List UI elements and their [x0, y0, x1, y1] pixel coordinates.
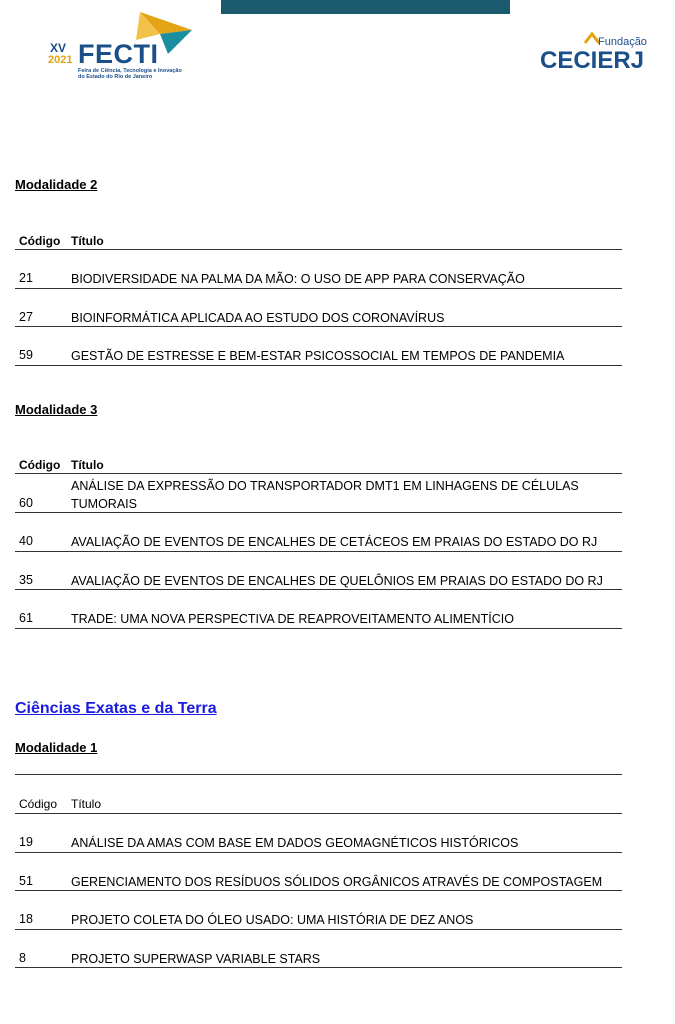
row-code: 27 [19, 310, 33, 324]
row-title: ANÁLISE DA EXPRESSÃO DO TRANSPORTADOR DMT1 EM LINHAGENS DE CÉLULAS TUMORAIS [71, 479, 579, 511]
header-bar [221, 0, 510, 14]
row-code: 51 [19, 874, 33, 888]
divider [15, 813, 622, 814]
divider [15, 774, 622, 775]
divider [15, 473, 622, 474]
row-title: GERENCIAMENTO DOS RESÍDUOS SÓLIDOS ORGÂNICOS ATRAVÉS DE COMPOSTAGEM [71, 875, 603, 889]
cecierj-name: CECIERJ [540, 47, 645, 74]
divider [15, 365, 622, 366]
divider [15, 249, 622, 250]
divider [15, 512, 622, 513]
row-code: 8 [19, 951, 26, 965]
fecti-edition: XV [50, 41, 67, 55]
fecti-name: FECTI [78, 39, 159, 69]
area-title-link[interactable]: Ciências Exatas e da Terra [15, 700, 217, 717]
fecti-subtitle [78, 68, 182, 81]
row-code: 61 [19, 611, 33, 625]
fecti-year: 2021 [48, 54, 73, 66]
divider [15, 967, 622, 968]
row-code: 21 [19, 271, 33, 285]
row-title: AVALIAÇÃO DE EVENTOS DE ENCALHES DE CETÁCEOS EM PRAIAS DO ESTADO DO RJ [71, 535, 598, 549]
fecti-logo [46, 8, 196, 88]
cecierj-logo [540, 30, 650, 80]
row-code: 60 [19, 496, 33, 510]
divider [15, 551, 622, 552]
row-title: BIODIVERSIDADE NA PALMA DA MÃO: O USO DE APP PARA CONSERVAÇÃO [71, 272, 525, 286]
row-code: 35 [19, 573, 33, 587]
row-title: PROJETO COLETA DO ÓLEO USADO: UMA HISTÓRIA DE DEZ ANOS [71, 913, 474, 927]
divider [15, 929, 622, 930]
section-heading: Modalidade 2 [15, 177, 98, 192]
row-title: TRADE: UMA NOVA PERSPECTIVA DE REAPROVEITAMENTO ALIMENTÍCIO [71, 612, 514, 626]
column-header-code: Código [19, 458, 61, 472]
row-title: PROJETO SUPERWASP VARIABLE STARS [71, 952, 321, 966]
fecti-subtitle-line2: do Estado do Rio de Janeiro [78, 74, 153, 81]
column-header-title: Título [71, 797, 102, 811]
divider [15, 288, 622, 289]
row-title: AVALIAÇÃO DE EVENTOS DE ENCALHES DE QUELÔNIOS EM PRAIAS DO ESTADO DO RJ [71, 574, 603, 588]
section-heading: Modalidade 1 [15, 740, 98, 755]
row-code: 19 [19, 835, 33, 849]
row-code: 18 [19, 912, 33, 926]
fecti-subtitle-line1: Feira de Ciência, Tecnologia e Inovação [78, 68, 182, 74]
row-code: 59 [19, 348, 33, 362]
divider [15, 890, 622, 891]
section-heading: Modalidade 3 [15, 402, 98, 417]
row-title: BIOINFORMÁTICA APLICADA AO ESTUDO DOS CORONAVÍRUS [71, 311, 445, 325]
divider [15, 852, 622, 853]
column-header-title: Título [71, 458, 104, 472]
row-title: ANÁLISE DA AMAS COM BASE EM DADOS GEOMAGNÉTICOS HISTÓRICOS [71, 836, 519, 850]
column-header-code: Código [19, 234, 61, 248]
row-title: GESTÃO DE ESTRESSE E BEM-ESTAR PSICOSSOCIAL EM TEMPOS DE PANDEMIA [71, 349, 565, 363]
cecierj-prefix: Fundação [598, 36, 647, 48]
divider [15, 628, 622, 629]
divider [15, 589, 622, 590]
column-header-title: Título [71, 234, 104, 248]
divider [15, 326, 622, 327]
column-header-code: Código [19, 797, 58, 811]
row-code: 40 [19, 534, 33, 548]
